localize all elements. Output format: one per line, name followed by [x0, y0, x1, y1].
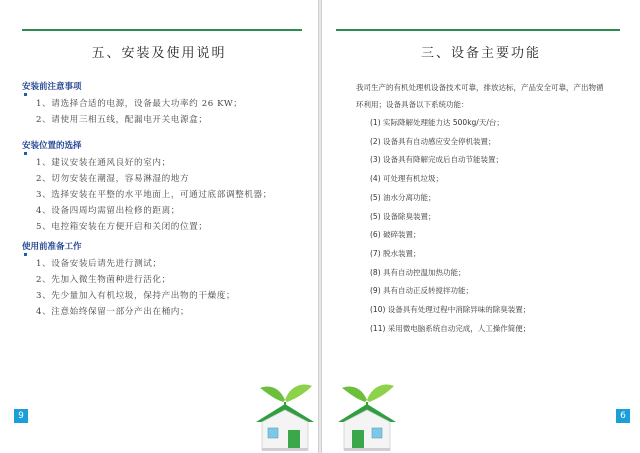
list-item: 5、电控箱安装在方便开启和关闭的位置；	[36, 222, 208, 232]
page-number-badge: 9	[14, 409, 28, 423]
list-item: (2) 设备具有自动感应安全停机装置；	[370, 136, 496, 146]
intro-paragraph: 我司生产的有机处理机设备技术可靠，排放达标，产品安全可靠，产出物循环利用；设备具备以下系统功能：	[356, 83, 604, 109]
section-preparation	[22, 240, 302, 320]
list-item: (6) 破碎装置；	[370, 230, 421, 240]
list-item: 2、请使用三相五线，配漏电开关电源盒；	[36, 115, 208, 125]
page-title: 三、设备主要功能	[420, 46, 541, 61]
list-item: 2、切勿安装在潮湿，容易淋湿的地方	[36, 174, 190, 184]
list-item: 4、注意始终保留一部分产出在桶内；	[36, 307, 190, 317]
eco-house-icon	[332, 378, 402, 453]
list-item: 3、先少量加入有机垃圾，保持产出物的干燥度；	[36, 291, 236, 301]
section-heading: 安装前注意事项	[22, 82, 82, 92]
list-item: 2、先加入微生物菌种进行活化；	[36, 275, 171, 285]
function-list	[370, 114, 620, 338]
top-rule	[336, 29, 620, 31]
list-item: (9) 具有自动正反转搅拌功能；	[370, 286, 474, 296]
list-item: 4、设备四周均需留出检修的距离；	[36, 206, 180, 216]
list-item: 1、设备安装后请先进行测试；	[22, 256, 302, 272]
top-rule	[22, 29, 302, 31]
bullet-icon	[24, 152, 27, 155]
bullet-icon	[24, 93, 27, 96]
section-heading: 使用前准备工作	[22, 242, 82, 252]
section-before-install	[22, 80, 302, 128]
section-heading: 安装位置的选择	[22, 141, 82, 151]
list-item: 1、请选择合适的电源，设备最大功率约 26 KW；	[22, 96, 302, 112]
list-item: (5) 设备除臭装置；	[370, 211, 436, 221]
list-item: (3) 设备具有降解完成后自动节能装置；	[370, 155, 504, 165]
eco-house-icon	[250, 378, 320, 453]
list-item: (1) 实际降解处理能力达 500kg/天/台；	[370, 118, 504, 127]
page-title: 五、安装及使用说明	[91, 46, 227, 61]
list-item: (8) 具有自动控温加热功能；	[370, 267, 466, 277]
list-item: (7) 脱水装置；	[370, 248, 421, 258]
list-item: 1、建议安装在通风良好的室内；	[22, 155, 302, 171]
list-item: (10) 设备具有处理过程中消除异味的除臭装置；	[370, 305, 531, 315]
list-item: (5) 油水分离功能；	[370, 192, 436, 202]
right-page	[322, 0, 640, 453]
bullet-icon	[24, 253, 27, 256]
list-item: (4) 可处理有机垃圾；	[370, 174, 444, 184]
section-location	[22, 139, 302, 235]
list-item: 3、选择安装在平整的水平地面上，可通过底部调整机器；	[36, 190, 272, 200]
list-item: (11) 采用微电脑系统自动完成，人工操作简便；	[370, 323, 531, 333]
left-page	[0, 0, 318, 453]
page-number-badge: 6	[616, 409, 630, 423]
